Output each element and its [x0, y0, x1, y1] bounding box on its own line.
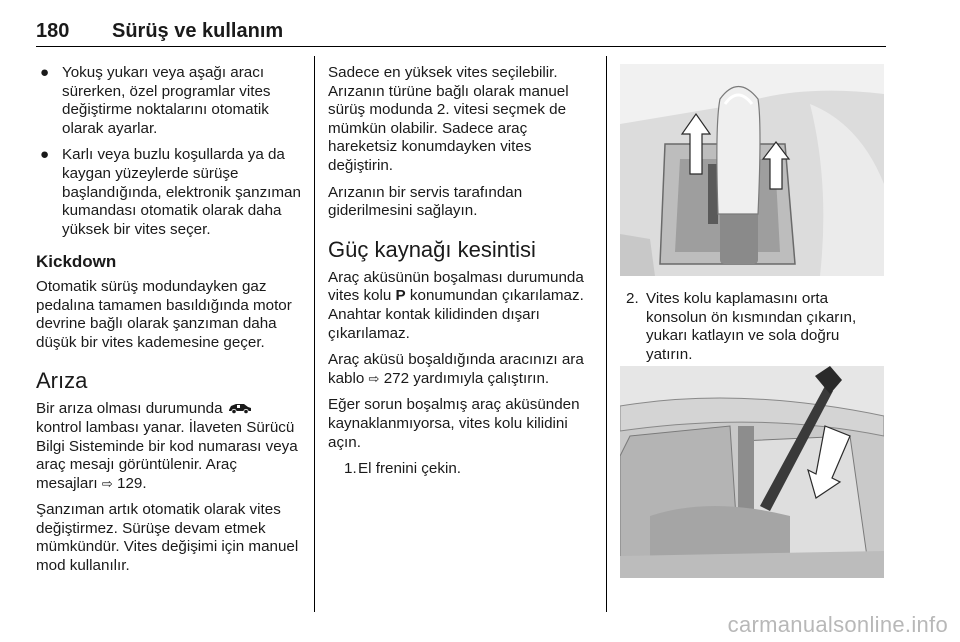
page-header: [36, 18, 886, 48]
kickdown-heading: Kickdown: [36, 252, 117, 272]
column-divider-1: [314, 56, 315, 612]
column2-paragraph-4: Araç aküsü boşaldığında aracınızı ara kablo ⇨ 272 yardımıyla çalıştırın.: [328, 351, 584, 387]
page-reference-link[interactable]: 272: [383, 369, 410, 387]
bullet-item: ● Karlı veya buzlu koşullarda ya da kaygan yüzeylerde sürüşe başlandığında, elektronik şanzıman kumandası otomatik olarak daha yüksek bir vites seçer.: [40, 146, 301, 238]
fault-paragraph-1: Bir arıza olması durumunda kontrol lambası yanar. İlaveten Sürücü Bilgi Sisteminde bir kod numarası veya araç mesajı görüntülenir. Araç mesajları ⇨ 129.: [36, 400, 298, 492]
step-1: 1. El frenini çekin.: [344, 460, 461, 478]
section-title: Sürüş ve kullanım: [112, 20, 284, 42]
console-cover-illustration: [620, 366, 884, 578]
column-divider-2: [606, 56, 607, 612]
step-2: 2. Vites kolu kaplamasını orta konsolun ön kısmından çıkarın, yukarı katlayın ve sola doğru yatırın.: [626, 290, 857, 363]
column2-paragraph-2: Arızanın bir servis tarafından giderilmesini sağlayın.: [328, 183, 523, 220]
page-ref-icon: ⇨: [368, 370, 380, 386]
column-1: [36, 64, 302, 584]
bullet-icon: ●: [40, 64, 50, 81]
watermark: carmanualsonline.info: [727, 612, 948, 637]
column-3: [620, 290, 886, 364]
power-interruption-heading: Güç kaynağı kesintisi: [328, 236, 536, 262]
kickdown-text: Otomatik sürüş modundayken gaz pedalına tamamen basıldığında motor devrine bağlı olarak şanzıman daha düşük bir vites kademesine geçer.: [36, 277, 292, 351]
car-warning-icon: [227, 401, 253, 414]
page-reference-link[interactable]: 129.: [117, 474, 147, 492]
page-ref-icon: ⇨: [101, 475, 113, 491]
column2-paragraph-1: Sadece en yüksek vites seçilebilir. Arızanın türüne bağlı olarak manuel sürüş modunda 2. vitesi seçmek de mümkün olabilir. Sadece araç hareketsiz konumdayken vites değiştirin.: [328, 64, 569, 174]
column-2: [328, 64, 594, 479]
page-number: 180: [36, 20, 70, 42]
bullet-icon: ●: [40, 146, 50, 164]
column2-paragraph-3: Araç aküsünün boşalması durumunda vites kolu P konumundan çıkarılamaz. Anahtar kontak kilidinden dışarı çıkarılamaz.: [328, 268, 584, 342]
gear-p-label: P: [395, 287, 406, 305]
fault-heading: Arıza: [36, 368, 88, 394]
gear-lever-illustration: [620, 64, 884, 276]
column2-paragraph-5: Eğer sorun boşalmış araç aküsünden kaynaklanmıyorsa, vites kolu kilidini açın.: [328, 396, 580, 451]
bullet-item: ● Yokuş yukarı veya aşağı aracı sürerken, özel programlar vites değiştirme noktalarını otomatik olarak ayarlar.: [40, 64, 271, 137]
header-rule: [36, 46, 886, 47]
fault-paragraph-2: Şanzıman artık otomatik olarak vites değiştirmez. Sürüşe devam etmek mümkündür. Vites değişimi için manuel mod kullanılır.: [36, 501, 299, 575]
